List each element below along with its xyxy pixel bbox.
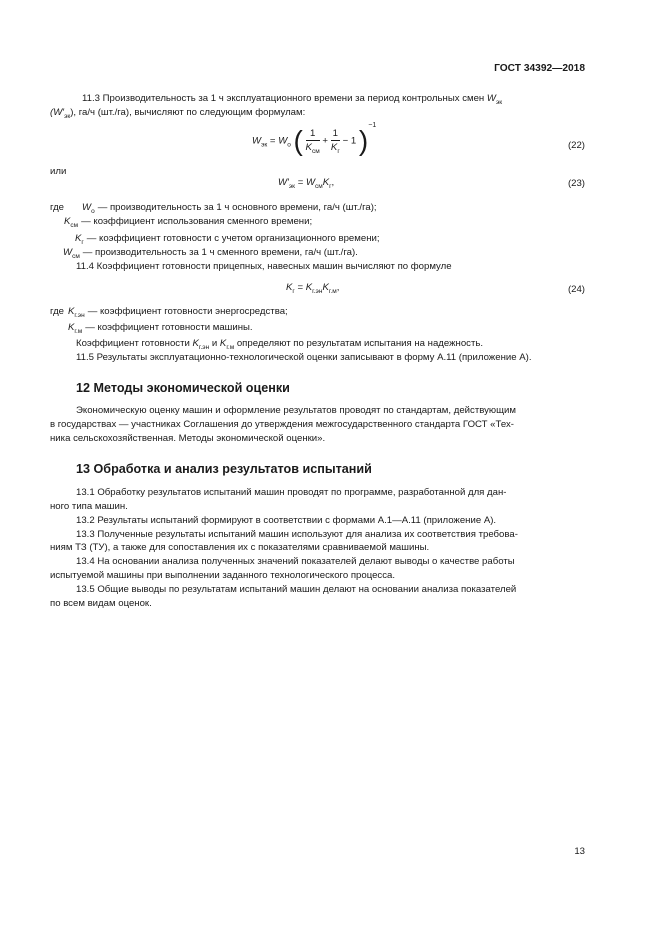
equation-23: $W'_{эк} = W_{см}K_г$, — [278, 177, 335, 190]
section-12-line: Экономическую оценку машин и оформление результатов проводят по стандартам, действующим — [76, 405, 516, 416]
paragraph-11-3-line2: $(W'_{эк})$, га/ч (шт./га), вычисляют по следующим формулам: — [50, 107, 306, 120]
paragraph-11-5: 11.5 Результаты эксплуатационно-технологической оценки записывают в форму А.11 (приложение А). — [76, 352, 532, 363]
section-13-line: 13.1 Обработку результатов испытаний машин проводят по программе, разработанной для дан- — [76, 487, 507, 498]
definition-item: где $K_{г.эн}$ — коэффициент готовности энергосредства; — [50, 306, 288, 319]
kg-note: Коэффициент готовности $K_{г.эн}$ и $K_{г.м}$ определяют по результатам испытания на надежность. — [76, 338, 484, 351]
fraction-1-kg: $\frac{1}{K_г}$ — [330, 127, 340, 155]
equation-24: $K_г = K_{г.эн}K_{г.м}$, — [286, 282, 340, 295]
equation-24-number: (24) — [567, 284, 585, 295]
equation-22-number: (22) — [567, 140, 585, 151]
section-13-line: 13.2 Результаты испытаний формируют в соответствии с формами А.1—А.11 (приложение А). — [76, 515, 497, 526]
definition-item: $W_{см}$ — производительность за 1 ч сменного времени, га/ч (шт./га). — [63, 247, 358, 260]
section-12-line: ника сельскохозяйственная. Методы экономической оценки». — [50, 433, 326, 444]
section-13-line: ного типа машин. — [50, 501, 128, 512]
document-header: ГОСТ 34392—2018 — [494, 63, 585, 74]
section-13-title: 13 Обработка и анализ результатов испытаний — [76, 462, 372, 476]
paragraph-11-3-line1: 11.3 Производительность за 1 ч эксплуатационного времени за период контрольных смен $W_{эк}$ — [82, 93, 503, 106]
section-13-line: 13.5 Общие выводы по результатам испытаний машин делают на основании анализа показателей — [76, 584, 517, 595]
definition-item: $K_г$ — коэффициент готовности с учетом организационного времени; — [75, 233, 380, 246]
or-text: или — [50, 166, 67, 177]
section-13-line: 13.3 Полученные результаты испытаний машин используют для анализа их соответствия требова- — [76, 529, 518, 540]
definition-item: где $W_о$ — производительность за 1 ч основного времени, га/ч (шт./га); — [50, 202, 377, 215]
fraction-1-ksm: $\frac{1}{K_{см}}$ — [305, 127, 320, 155]
section-12-title: 12 Методы экономической оценки — [76, 381, 290, 395]
section-13-line: по всем видам оценок. — [50, 598, 152, 609]
page-number: 13 — [574, 846, 585, 857]
left-paren: ( — [293, 125, 303, 156]
section-12-line: в государствах — участниках Соглашения до утверждения межгосударственного стандарта ГОСТ «Тех- — [50, 419, 514, 430]
definition-item: $K_{г.м}$ — коэффициент готовности машины. — [68, 322, 253, 335]
equation-22: $W_{эк} = W_o$ ( $\frac{1}{K_{см}}$ + $\frac{1}{K_г}$ − 1 )$^{-1}$ — [252, 122, 377, 156]
equation-23-number: (23) — [567, 178, 585, 189]
definition-item: $K_{см}$ — коэффициент использования сменного времени; — [64, 216, 313, 229]
section-13-line: ниям ТЗ (ТУ), а также для сопоставления их с показателями сравниваемой машины. — [50, 542, 430, 553]
section-13-line: 13.4 На основании анализа полученных значений показателей делают выводы о качестве работы — [76, 556, 515, 567]
paragraph-11-4: 11.4 Коэффициент готовности прицепных, навесных машин вычисляют по формуле — [76, 261, 452, 272]
right-paren: ) — [358, 125, 369, 156]
section-13-line: испытуемой машины при выполнении заданного технологического процесса. — [50, 570, 396, 581]
